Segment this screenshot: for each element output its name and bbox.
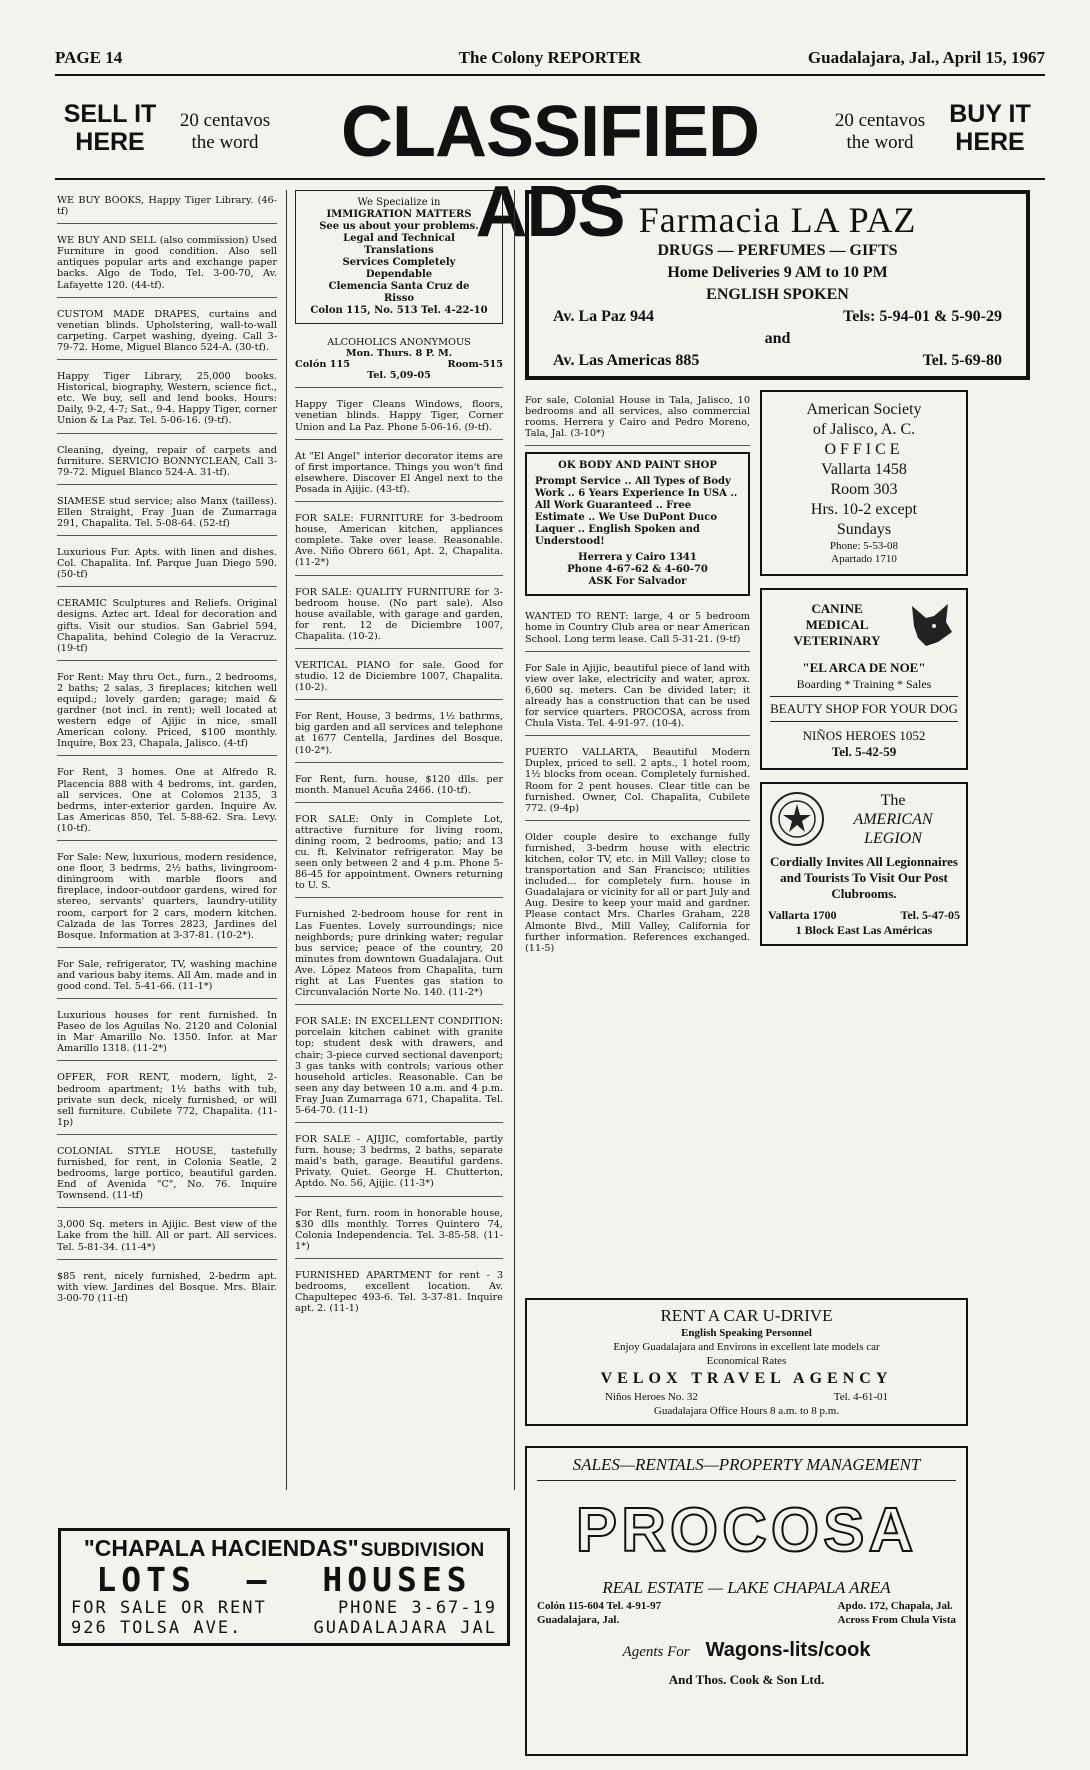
ok-body-paint-ad: OK BODY AND PAINT SHOP Prompt Service .. All Types of Body Work .. 6 Years Experience In USA .. All Work Guaranteed .. Free Estimate .. We Use DuPont Duco Laquer .. English Spoken and Understood! Herrera y Cairo 1341 Phone 4-67-62 & 4-60-70 ASK For Salvador [525, 452, 750, 596]
farmacia-la-paz-ad: Farmacia LA PAZ DRUGS — PERFUMES — GIFTS Home Deliveries 9 AM to 10 PM ENGLISH SPOKEN Av. La Paz 944 Tels: 5-94-01 & 5-90-29 and Av. Las Americas 885 Tel. 5-69-80 [525, 190, 1030, 380]
classified-ad: CERAMIC Sculptures and Reliefs. Original designs. Aztec art. Ideal for decoration and gifts. Visit our studios. San Gabriel 594, Chapalita, behind Colegio de la Veracruz. (19-tf) [57, 593, 277, 660]
classified-ad: VERTICAL PIANO for sale. Good for studio. 12 de Diciembre 1007, Chapalita. (10-2). [295, 655, 503, 700]
classified-ad: FURNISHED APARTMENT for rent - 3 bedrooms, excellent location. Av. Chapultepec 493-6. Tel. 3-37-81. Inquire apt. 2. (11-1) [295, 1269, 503, 1315]
classified-ad: For Rent, 3 homes. One at Alfredo R. Placencia 888 with 4 bedroms, int. garden, all services. One at Colomos 2135, 3 bedrms, inter-exterior garden. Inquire Av. Las Americas 850, Tel. 5-88-62. Sra. Levy. (10-tf). [57, 762, 277, 841]
column-3-left [525, 390, 750, 966]
classified-ad: $85 rent, nicely furnished, 2-bedrm apt. with view. Jardines del Bosque. Mrs. Blair. 3-00-70 (11-tf) [57, 1270, 277, 1304]
classified-ad: Cleaning, dyeing, repair of carpets and furniture. SERVICIO BONNYCLEAN, Call 3-79-72. Miguel Blanco 524-A. 31-tf). [57, 440, 277, 485]
price-right: 20 centavos the word [834, 110, 926, 153]
header-rule [55, 74, 1045, 76]
classified-ad: FOR SALE: IN EXCELLENT CONDITION: porcelain kitchen cabinet with granite top; student desk with drawers, and chair; 3-piece curved sectional davenport; 3 gas tanks with controls; various other household articles. Reasonable. Can be seen any day between 10 a.m. and 4 p.m. Fray Juan Zumarraga 671, Chapalita. Tel. 5-64-70. (11-1) [295, 1011, 503, 1123]
column-divider [514, 190, 515, 1490]
column-2 [295, 190, 503, 1326]
price-left: 20 centavos the word [179, 110, 271, 153]
classified-ad: FOR SALE: QUALITY FURNITURE for 3-bedroom house. (No part sale). Also house available, with garage and garden, for rent. 12 de Diciembre 1007, Chapalita. (10-2). [295, 582, 503, 649]
classified-ad: For Sale in Ajijic, beautiful piece of land with view over lake, electricity and water, aprox. 6,600 sq. meters. Can be divided later; it already has a construction that can be used for service quarters. PROCOSA, across from Chula Vista. Tel. 4-91-97. (10-4). [525, 658, 750, 737]
classified-ad: CUSTOM MADE DRAPES, curtains and venetian blinds. Upholstering, wall-to-wall carpeting. Carpet washing, dyeing. Call 3-79-72. Home, Miguel Blanco 524-A. (30-tf). [57, 304, 277, 360]
classified-ad: 3,000 Sq. meters in Ajijic. Best view of the Lake from the hill. All or part. All services. Tel. 5-81-34. (11-4*) [57, 1214, 277, 1259]
american-society-ad: American Society of Jalisco, A. C. OFFICE Vallarta 1458 Room 303 Hrs. 10-2 except Sundays Phone: 5-53-08 Apartado 1710 [760, 390, 968, 576]
classified-ad: Furnished 2-bedroom house for rent in Las Fuentes. Lovely surroundings; nice neighbords; pure drinking water; regular bus service; peace of the country, 20 minutes from downtown Guadalajara. Out Ave. López Mateos from Chapalita, turn right at Las Fuentes gas station to Circunvalación Norte No. 140. (11-2*) [295, 904, 503, 1005]
classified-ad: PUERTO VALLARTA, Beautiful Modern Duplex, priced to sell. 2 apts., 1 hotel room, 1½ blocks from ocean. Completely furnished. Room for 2 pent houses. Clear title can be furnished. Owner, Col. Chapalita, Cubilete 772. (9-4p) [525, 742, 750, 821]
classified-ad: Happy Tiger Library, 25,000 books. Historical, biography, Western, science fict., etc. We buy, sell and lend books. Hours: Daily, 9-2, 4-7; Sat., 9-4. Happy Tiger, corner Union & La Paz. Tel. 5-06-16. (9-tf). [57, 366, 277, 433]
column-3 [525, 190, 1030, 1770]
procosa-logo: PROCOSA [575, 1496, 918, 1565]
classified-ad: For Rent, furn. room in honorable house, $30 dlls monthly. Torres Quintero 74, Colonia Independencia. Tel. 3-85-58. (11-1*) [295, 1203, 503, 1259]
classified-ad: Older couple desire to exchange fully furnished, 3-bedrm house with electric kitchen, color TV, etc. in Mill Valley; close to transportation and San Francisco; utilities included... for completely furn. house in Guadalajara or vicinity for all or part July and Aug. Desire to keep your maid and gardner. Please contact Mrs. Charles Graham, 228 Almonte Blvd., Mill Valley, California for further information. References exchanged. (11-5) [525, 831, 750, 954]
dateline: Guadalajara, Jal., April 15, 1967 [807, 48, 1045, 67]
classified-ad: FOR SALE - AJIJIC, comfortable, partly furn. house; 3 bedrms, 2 baths, separate maid's bath, garage. Beautiful gardens. Privaty. Quiet. George H. Chutterton, Aptdo. No. 56, Ajijic. (11-3*) [295, 1129, 503, 1196]
american-legion-ad: The AMERICAN LEGION Cordially Invites All Legionnaires and Tourists To Visit Our Post Clubrooms. Vallarta 1700 Tel. 5-47-05 1 Block East Las Américas [760, 782, 968, 946]
classified-ad: FOR SALE: Only in Complete Lot, attractive furniture for living room, dining room, 2 bedrooms, patio; and 13 cu. ft. Kelvinator refrigerator. May be seen only between 2 and 4 p.m. Phone 5-86-45 for appointment. Owners returning to U. S. [295, 809, 503, 899]
canine-veterinary-ad: CANINE MEDICAL VETERINARY "EL ARCA DE NOE" Boarding * Training * Sales BEAUTY SHOP FOR YOUR DOG NIÑOS HEROES 1052 Tel. 5-42-59 [760, 588, 968, 770]
dog-head-icon [904, 598, 958, 652]
classified-ad: For Sale, refrigerator, TV, washing machine and various baby items. All Am. made and in good cond. Tel. 5-41-66. (11-1*) [57, 954, 277, 999]
classified-ad: Luxurious houses for rent furnished. In Paseo de los Aguilas No. 2120 and Colonial in Mar Amarillo No. 1350. Infor. at Mar Amarillo 1318. (11-2*) [57, 1005, 277, 1061]
classified-ad: For Rent: May thru Oct., furn., 2 bedrooms, 2 baths; 2 salas, 3 fireplaces; kitchen well equipd.; lovely garden; garage; maid & gardner (not incl. in rent); well located at western edge of Ajijic in nice, small American colony. Priced, $100 monthly. Inquire, Box 23, Chapala, Jalisco. (4-tf) [57, 667, 277, 757]
classified-ad: For sale, Colonial House in Tala, Jalisco, 10 bedrooms and all services, also commercial rooms. Herrera y Cairo and Pedro Moreno, Tala, Jal. (3-10*) [525, 390, 750, 446]
page-number: PAGE 14 [55, 48, 123, 67]
buy-it-here: BUY IT HERE [949, 100, 1031, 156]
classified-ad: At "El Angel" interior decorator items are of first importance. Things you won't find elsewhere. Discover El Angel next to the Posada in Ajijic. (43-tf). [295, 446, 503, 502]
classified-ad: For Sale: New, luxurious, modern residence, one floor, 3 bedrms, 2½ baths, livingroom-diningroom with marble floors and fireplace, indoor-outdoor gardens, wired for stereo, servants' quarters, laundry-utility room, carport for 2 cars, modern kitchen. Calzada de las Torres 2823, Jardines del Bosque. Information at 3-37-81. (10-2*). [57, 847, 277, 948]
classified-ad: For Rent, furn. house, $120 dlls. per month. Manuel Acuña 2466. (10-tf). [295, 769, 503, 803]
classified-ad: WE BUY AND SELL (also commission) Used Furniture in good condition. Also sell antiques popular arts and exchange paper backs. Algo de Todo, Tel. 3-00-70, Av. Lafayette 120. (44-tf). [57, 230, 277, 297]
alcoholics-anonymous: ALCOHOLICS ANONYMOUS Mon. Thurs. 8 P. M. Colón 115 Room-515 Tel. 5,09-05 [295, 332, 503, 388]
classified-ad: OFFER, FOR RENT, modern, light, 2-bedroom apartment; 1½ baths with tub, private sun deck, nicely furnished, or will sell furniture. Cubilete 772, Chapalita. (11-1p) [57, 1067, 277, 1134]
classified-ad: For Rent, House, 3 bedrms, 1½ bathrms, big garden and all services and telephone at 1677 Centella, Jardines del Bosque. (10-2*). [295, 706, 503, 762]
immigration-box: We Specialize in IMMIGRATION MATTERS See us about your problems. Legal and Technical Translations Services Completely Dependable Clemencia Santa Cruz de Risso Colon 115, No. 513 Tel. 4-22-10 [295, 190, 503, 324]
banner-rule [55, 178, 1045, 180]
banner-title: CLASSIFIED ADS [340, 92, 760, 252]
column-3-right [760, 390, 968, 946]
classified-ad: WE BUY BOOKS, Happy Tiger Library. (46-tf) [57, 190, 277, 224]
page-header [55, 48, 1045, 70]
classified-ad: FOR SALE: FURNITURE for 3-bedroom house, American kitchen, appliances complete. Take over lease. Reasonable. Ave. Niño Obrero 661, Apt. 2, Chapalita. (11-2*) [295, 508, 503, 575]
classified-ad: Luxurious Fur. Apts. with linen and dishes. Col. Chapalita. Inf. Parque Juan Diego 590. (50-tf) [57, 542, 277, 587]
classified-ad: Happy Tiger Cleans Windows, floors, venetian blinds. Happy Tiger, Corner Union and La Paz. Phone 5-06-16. (9-tf). [295, 394, 503, 439]
rent-a-car-ad: RENT A CAR U-DRIVE English Speaking Personnel Enjoy Guadalajara and Environs in excellent late models car Economical Rates VELOX TRAVEL AGENCY Niños Heroes No. 32 Tel. 4-61-01 Guadalajara Office Hours 8 a.m. to 8 p.m. [525, 1298, 968, 1426]
column-1 [57, 190, 277, 1316]
paper-name: The Colony REPORTER [458, 48, 642, 67]
sell-it-here: SELL IT HERE [63, 100, 157, 156]
chapala-haciendas-ad: "CHAPALA HACIENDAS" SUBDIVISION LOTS — HOUSES FOR SALE OR RENT PHONE 3-67-19 926 TOLSA AVE. GUADALAJARA JAL [58, 1528, 510, 1646]
legion-emblem-icon [768, 790, 826, 848]
classified-ad: SIAMESE stud service; also Manx (tailless). Ellen Straight, Fray Juan de Zumarraga 291, Chapalita. Tel. 5-08-64. (52-tf) [57, 491, 277, 536]
column-divider [286, 190, 287, 1490]
classified-ad: WANTED TO RENT: large, 4 or 5 bedroom home in Country Club area or near American School. Long term lease. Call 5-31-21. (9-tf) [525, 606, 750, 651]
classified-ad: COLONIAL STYLE HOUSE, tastefully furnished, for rent, in Colonia Seatle, 2 bedrooms, large portico, beautiful garden. End of Avenida "C", No. 76. Inquire Townsend. (11-tf) [57, 1141, 277, 1208]
procosa-ad: SALES—RENTALS—PROPERTY MANAGEMENT PROCOSA REAL ESTATE — LAKE CHAPALA AREA Colón 115-604 Tel. 4-91-97 Guadalajara, Jal. Apdo. 172, Chapala, Jal. Across From Chula Vista Agents For Wagons-lits/cook And Thos. Cook & Son Ltd. [525, 1446, 968, 1756]
